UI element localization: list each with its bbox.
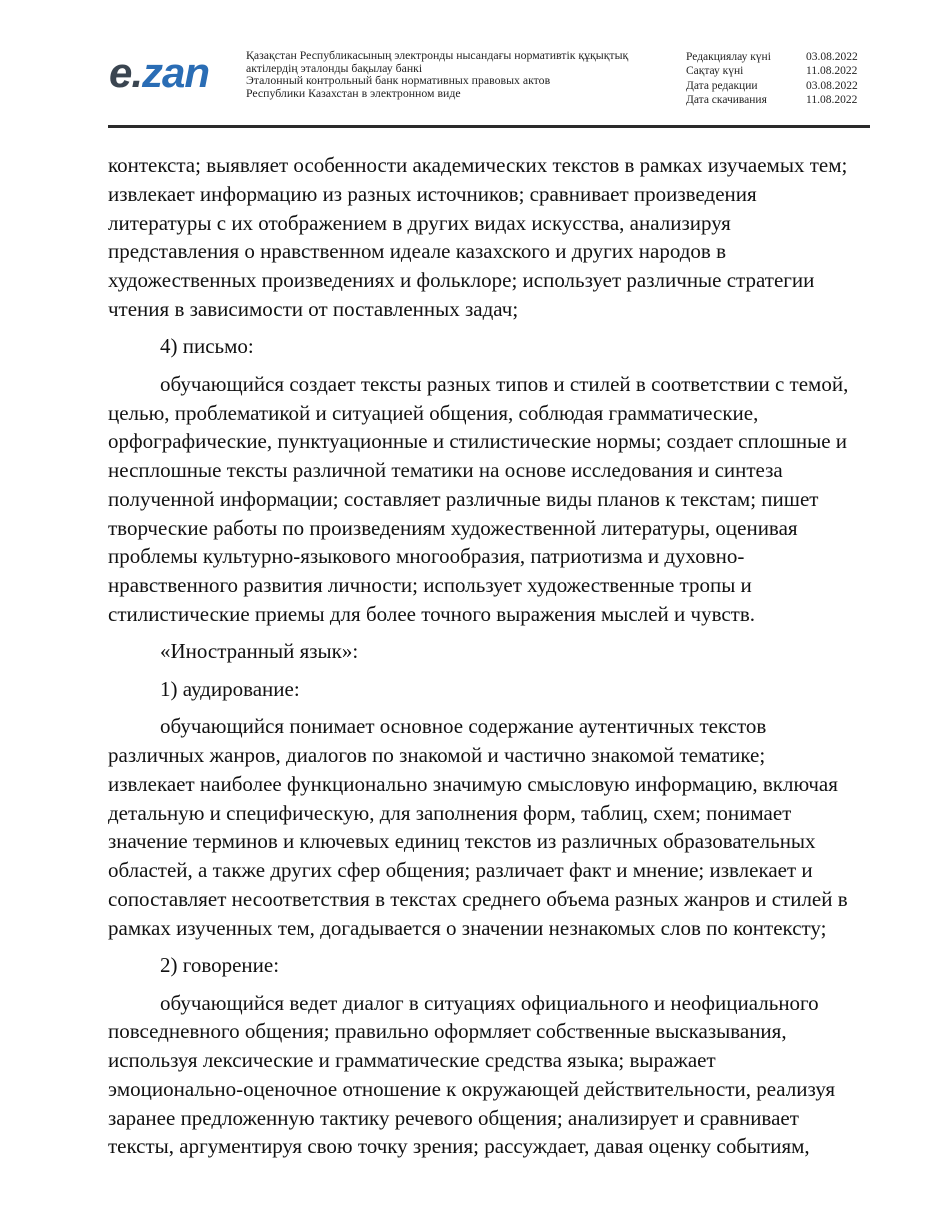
text-line: творческие работы по произведениям художественной литературы, оценивая: [108, 515, 798, 540]
text-line: значение терминов и ключевых единиц текстов из различных образовательных: [108, 829, 816, 854]
text-line: целью, проблематикой и ситуацией общения, соблюдая грамматические,: [108, 400, 759, 425]
meta-label: Сақтау күні: [686, 65, 744, 78]
meta-row-save-date-kz: [686, 64, 866, 78]
subheading-foreign-language: [108, 637, 898, 666]
text-line: заранее предложенную тактику речевого общения; анализирует и сравнивает: [108, 1105, 799, 1130]
logo-prefix: e.: [109, 49, 143, 96]
text-line: «Иностранный язык»:: [160, 639, 359, 664]
text-line: нравственного развития личности; использует художественные тропы и: [108, 573, 752, 597]
meta-value: 11.08.2022: [806, 65, 858, 78]
paragraph: [108, 989, 898, 1162]
text-line: чтения в зависимости от поставленных задач;: [108, 296, 519, 321]
text-line: обучающийся понимает основное содержание аутентичных текстов: [160, 714, 767, 739]
paragraph: [108, 151, 898, 324]
text-line: обучающийся создает тексты разных типов и стилей в соответствии с темой,: [160, 371, 849, 396]
text-line: рамках изученных тем, догадывается о значении незнакомых слов по контексту;: [108, 915, 827, 940]
subheading-writing: [108, 332, 898, 361]
meta-label: Дата редакции: [686, 79, 758, 92]
text-line: эмоционально-оценочное отношение к окружающей действительности, реализуя: [108, 1076, 836, 1101]
text-line: проблемы культурно-языкового многообразия, патриотизма и духовно-: [108, 544, 745, 569]
bank-title-line: Эталонный контрольный банк нормативных правовых актов: [246, 73, 551, 87]
text-line: 1) аудирование:: [160, 676, 300, 701]
text-line: сопоставляет несоответствия в текстах среднего объема разных жанров и стилей в: [108, 886, 848, 911]
text-line: литературы с их отображением в других видах искусства, анализируя: [108, 210, 731, 235]
bank-title-line: Қазақстан Республикасының электронды нысандағы нормативтік құқықтық: [246, 48, 629, 62]
text-line: несплошные тексты различной тематики на основе исследования и синтеза: [108, 458, 783, 482]
text-line: областей, а также других сфер общения; различает факт и мнение; извлекает и: [108, 858, 813, 882]
header-divider: [108, 125, 870, 128]
text-line: полученной информации; составляет различные виды планов к текстам; пишет: [108, 486, 819, 511]
text-line: тексты, аргументируя свою точку зрения; рассуждает, давая оценку событиям,: [108, 1134, 810, 1159]
text-line: контекста; выявляет особенности академических текстов в рамках изучаемых тем;: [108, 153, 848, 177]
meta-label: Дата скачивания: [686, 93, 767, 106]
ezan-logo: [109, 49, 210, 96]
text-line: используя лексические и грамматические средства языка; выражает: [108, 1048, 716, 1072]
text-line: извлекает информацию из разных источников; сравнивает произведения: [108, 181, 757, 206]
meta-label: Редакциялау күні: [686, 51, 771, 63]
text-line: представления о нравственном идеале казахского и других народов в: [108, 239, 726, 264]
meta-value: 11.08.2022: [806, 93, 858, 106]
subheading-speaking: [108, 951, 898, 980]
bank-title-line: Республики Казахстан в электронном виде: [246, 85, 461, 100]
text-line: обучающийся ведет диалог в ситуациях официального и неофициального: [160, 990, 819, 1015]
text-line: орфографические, пунктуационные и стилистические нормы; создает сплошные и: [108, 429, 848, 454]
text-line: повседневного общения; правильно оформляет собственные высказывания,: [108, 1019, 787, 1044]
meta-row-download-date: [686, 93, 866, 107]
text-line: 4) письмо:: [160, 334, 254, 359]
paragraph: [108, 712, 898, 942]
paragraph: [108, 370, 898, 629]
meta-row-edit-date-kz: [686, 50, 866, 64]
text-line: детальную и специфическую, для заполнения форм, таблиц, схем; понимает: [108, 800, 792, 825]
text-line: извлекает наиболее функционально значимую смысловую информацию, включая: [108, 771, 838, 796]
text-line: различных жанров, диалогов по знакомой и частично знакомой тематике;: [108, 743, 766, 767]
text-line: стилистические приемы для более точного выражения мыслей и чувств.: [108, 601, 756, 626]
meta-value: 03.08.2022: [806, 51, 858, 63]
text-line: художественных произведениях и фольклоре; использует различные стратегии: [108, 268, 815, 292]
logo-suffix: zan: [142, 49, 210, 96]
subheading-listening: [108, 675, 898, 704]
bank-title-line: актілердің эталонды бақылау банкі: [246, 60, 423, 75]
document-dates: [686, 50, 866, 107]
bank-title: [246, 49, 628, 99]
meta-row-edit-date: [686, 79, 866, 93]
document-body: [108, 151, 898, 1161]
text-line: 2) говорение:: [160, 953, 280, 977]
meta-value: 03.08.2022: [806, 79, 858, 92]
